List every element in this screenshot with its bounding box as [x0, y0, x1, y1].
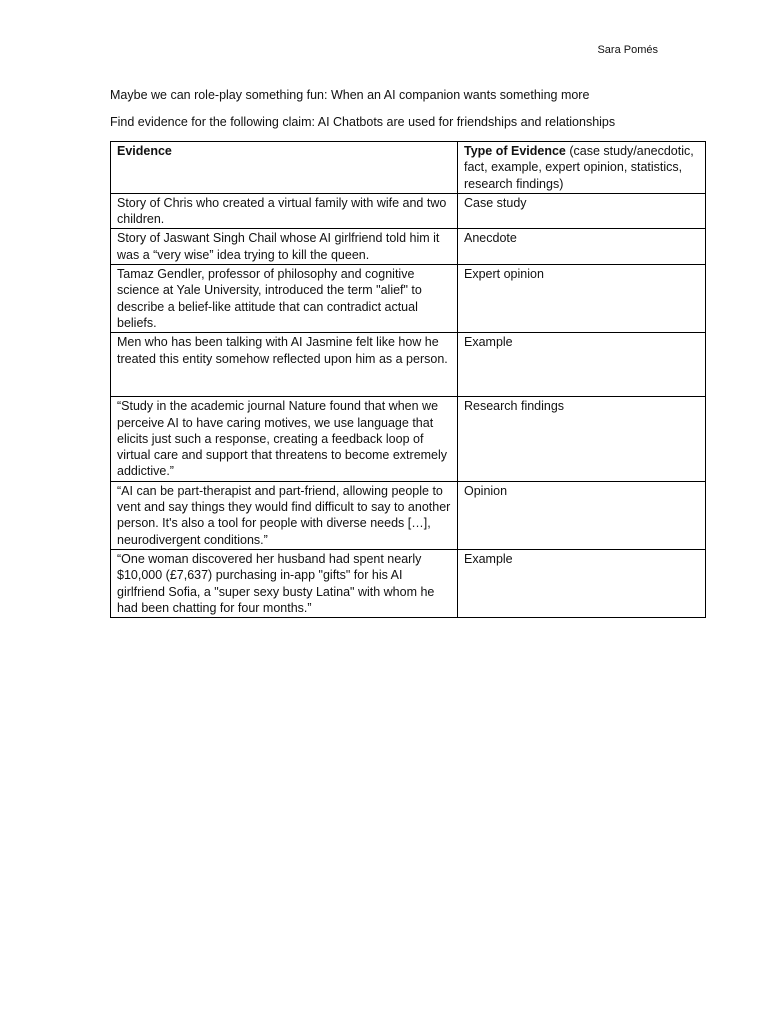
header-evidence — [111, 142, 458, 194]
header-type-label: Type of Evidence — [464, 144, 566, 158]
type-cell: Research findings — [458, 397, 706, 481]
evidence-table — [110, 141, 706, 618]
table-row — [111, 549, 706, 617]
type-cell: Example — [458, 333, 706, 397]
header-type-options: (case study/anecdotic, fact, example, expert opinion, statistics, research findings) — [464, 144, 694, 191]
table-header-row — [111, 142, 706, 194]
table-row — [111, 265, 706, 333]
type-cell: Example — [458, 549, 706, 617]
claim-instruction: Find evidence for the following claim: AI Chatbots are used for friendships and relationships — [110, 115, 616, 129]
evidence-cell: Story of Jaswant Singh Chail whose AI girlfriend told him it was a “very wise” idea trying to kill the queen. — [111, 229, 458, 265]
evidence-cell: “Study in the academic journal Nature found that when we perceive AI to have caring motives, we use language that elicits just such a response, creating a feedback loop of virtual care and support that threatens to become extremely addictive.” — [111, 397, 458, 481]
table-row — [111, 193, 706, 229]
evidence-cell: Tamaz Gendler, professor of philosophy and cognitive science at Yale University, introduced the term "alief" to describe a belief-like attitude that can contradict actual beliefs. — [111, 265, 458, 333]
type-cell: Expert opinion — [458, 265, 706, 333]
table-row — [111, 229, 706, 265]
evidence-cell: Men who has been talking with AI Jasmine felt like how he treated this entity somehow reflected upon him as a person. — [111, 333, 458, 397]
type-cell: Case study — [458, 193, 706, 229]
table-row — [111, 397, 706, 481]
table-row — [111, 481, 706, 549]
evidence-cell: “One woman discovered her husband had spent nearly $10,000 (£7,637) purchasing in-app "gifts" for his AI girlfriend Sofia, a "super sexy busty Latina" with whom he had been chatting for four months.” — [111, 549, 458, 617]
author-name: Sara Pomés — [597, 44, 658, 56]
evidence-cell: “AI can be part-therapist and part-friend, allowing people to vent and say things they would find difficult to say to another person. It's also a tool for people with diverse needs […], neurodivergent conditions.” — [111, 481, 458, 549]
type-cell: Opinion — [458, 481, 706, 549]
header-type-of-evidence — [458, 142, 706, 194]
table-row — [111, 333, 706, 397]
intro-prompt: Maybe we can role-play something fun: When an AI companion wants something more — [110, 88, 590, 102]
evidence-cell: Story of Chris who created a virtual family with wife and two children. — [111, 193, 458, 229]
type-cell: Anecdote — [458, 229, 706, 265]
header-evidence-label: Evidence — [117, 144, 172, 158]
